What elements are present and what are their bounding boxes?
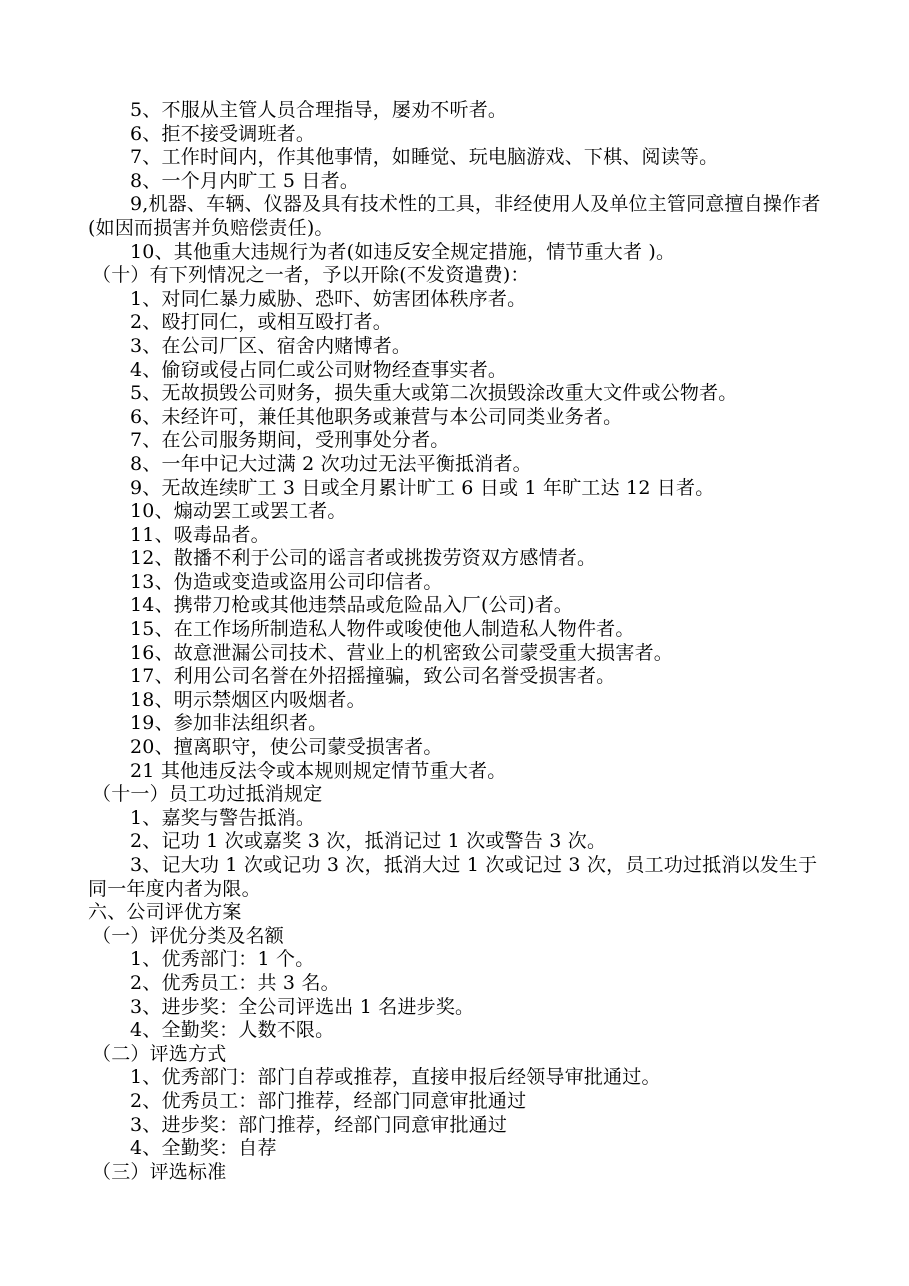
list-item: 2、殴打同仁，或相互殴打者。 (130, 311, 392, 334)
list-item: 4、偷窃或侵占同仁或公司财物经查事实者。 (130, 358, 508, 381)
list-item: 1、优秀部门：部门自荐或推荐，直接申报后经领导审批通过。 (130, 1066, 661, 1089)
list-item: 8、一个月内旷工 5 日者。 (130, 169, 360, 192)
subsection-heading: （三）评选标准 (92, 1160, 227, 1183)
list-item: 20、擅离职守，使公司蒙受损害者。 (130, 736, 443, 759)
list-item: 1、对同仁暴力威胁、恐吓、妨害团体秩序者。 (130, 287, 527, 310)
list-item: 10、煽动罢工或罢工者。 (130, 500, 347, 523)
list-item: 16、故意泄漏公司技术、营业上的机密致公司蒙受重大损害者。 (130, 641, 673, 664)
list-item: 1、嘉奖与警告抵消。 (130, 806, 316, 829)
list-item: 1、优秀部门：1 个。 (130, 948, 315, 971)
list-item: 2、记功 1 次或嘉奖 3 次，抵消记过 1 次或警告 3 次。 (130, 830, 607, 853)
list-item: 3、记大功 1 次或记功 3 次，抵消大过 1 次或记过 3 次，员工功过抵消以发生于同一年度内者为限。 (88, 854, 818, 900)
list-item: 4、全勤奖：人数不限。 (130, 1019, 335, 1042)
document-body (88, 99, 828, 1184)
list-item: 5、无故损毁公司财务，损失重大或第二次损毁涂改重大文件或公物者。 (130, 382, 738, 405)
list-item: 18、明示禁烟区内吸烟者。 (130, 688, 366, 711)
subsection-heading: （十一）员工功过抵消规定 (92, 783, 323, 806)
list-item: 3、进步奖：部门推荐，经部门同意审批通过 (130, 1113, 508, 1136)
list-item: 6、未经许可，兼任其他职务或兼营与本公司同类业务者。 (130, 405, 623, 428)
list-item: 12、散播不利于公司的谣言者或挑拨劳资双方感情者。 (130, 547, 597, 570)
list-item: 17、利用公司名誉在外招摇撞骗，致公司名誉受损害者。 (130, 665, 616, 688)
list-item: 15、在工作场所制造私人物件或唆使他人制造私人物件者。 (130, 618, 635, 641)
list-item: 19、参加非法组织者。 (130, 712, 328, 735)
list-item: 7、在公司服务期间，受刑事处分者。 (130, 429, 450, 452)
list-item: 9,机器、车辆、仪器及具有技术性的工具，非经使用人及单位主管同意擅自操作者(如因而损害并负赔偿责任)。 (88, 193, 821, 239)
subsection-heading: （一）评优分类及名额 (92, 924, 285, 947)
list-item: 13、伪造或变造或盗用公司印信者。 (130, 570, 443, 593)
list-item: 11、吸毒品者。 (130, 523, 270, 546)
list-item: 9、无故连续旷工 3 日或全月累计旷工 6 日或 1 年旷工达 12 日者。 (130, 476, 715, 499)
subsection-heading: （十）有下列情况之一者，予以开除(不发资遣费)： (92, 264, 530, 287)
list-item: 3、进步奖：全公司评选出 1 名进步奖。 (130, 995, 475, 1018)
list-item: 2、优秀员工：共 3 名。 (130, 971, 340, 994)
list-item: 14、携带刀枪或其他违禁品或危险品入厂(公司)者。 (130, 594, 574, 617)
list-item: 3、在公司厂区、宿舍内赌博者。 (130, 334, 412, 357)
list-item: 10、其他重大违规行为者(如违反安全规定措施，情节重大者 )。 (130, 240, 676, 263)
list-item: 2、优秀员工：部门推荐，经部门同意审批通过 (130, 1089, 527, 1112)
list-item: 5、不服从主管人员合理指导，屡劝不听者。 (130, 99, 508, 121)
list-item: 6、拒不接受调班者。 (130, 122, 316, 145)
section-heading: 六、公司评优方案 (88, 901, 242, 924)
list-item: 4、全勤奖：自荐 (130, 1137, 277, 1160)
list-item: 7、工作时间内，作其他事情，如睡觉、玩电脑游戏、下棋、阅读等。 (130, 146, 719, 169)
subsection-heading: （二）评选方式 (92, 1042, 227, 1065)
list-item: 21 其他违反法令或本规则规定情节重大者。 (130, 759, 507, 782)
list-item: 8、一年中记大过满 2 次功过无法平衡抵消者。 (130, 452, 532, 475)
